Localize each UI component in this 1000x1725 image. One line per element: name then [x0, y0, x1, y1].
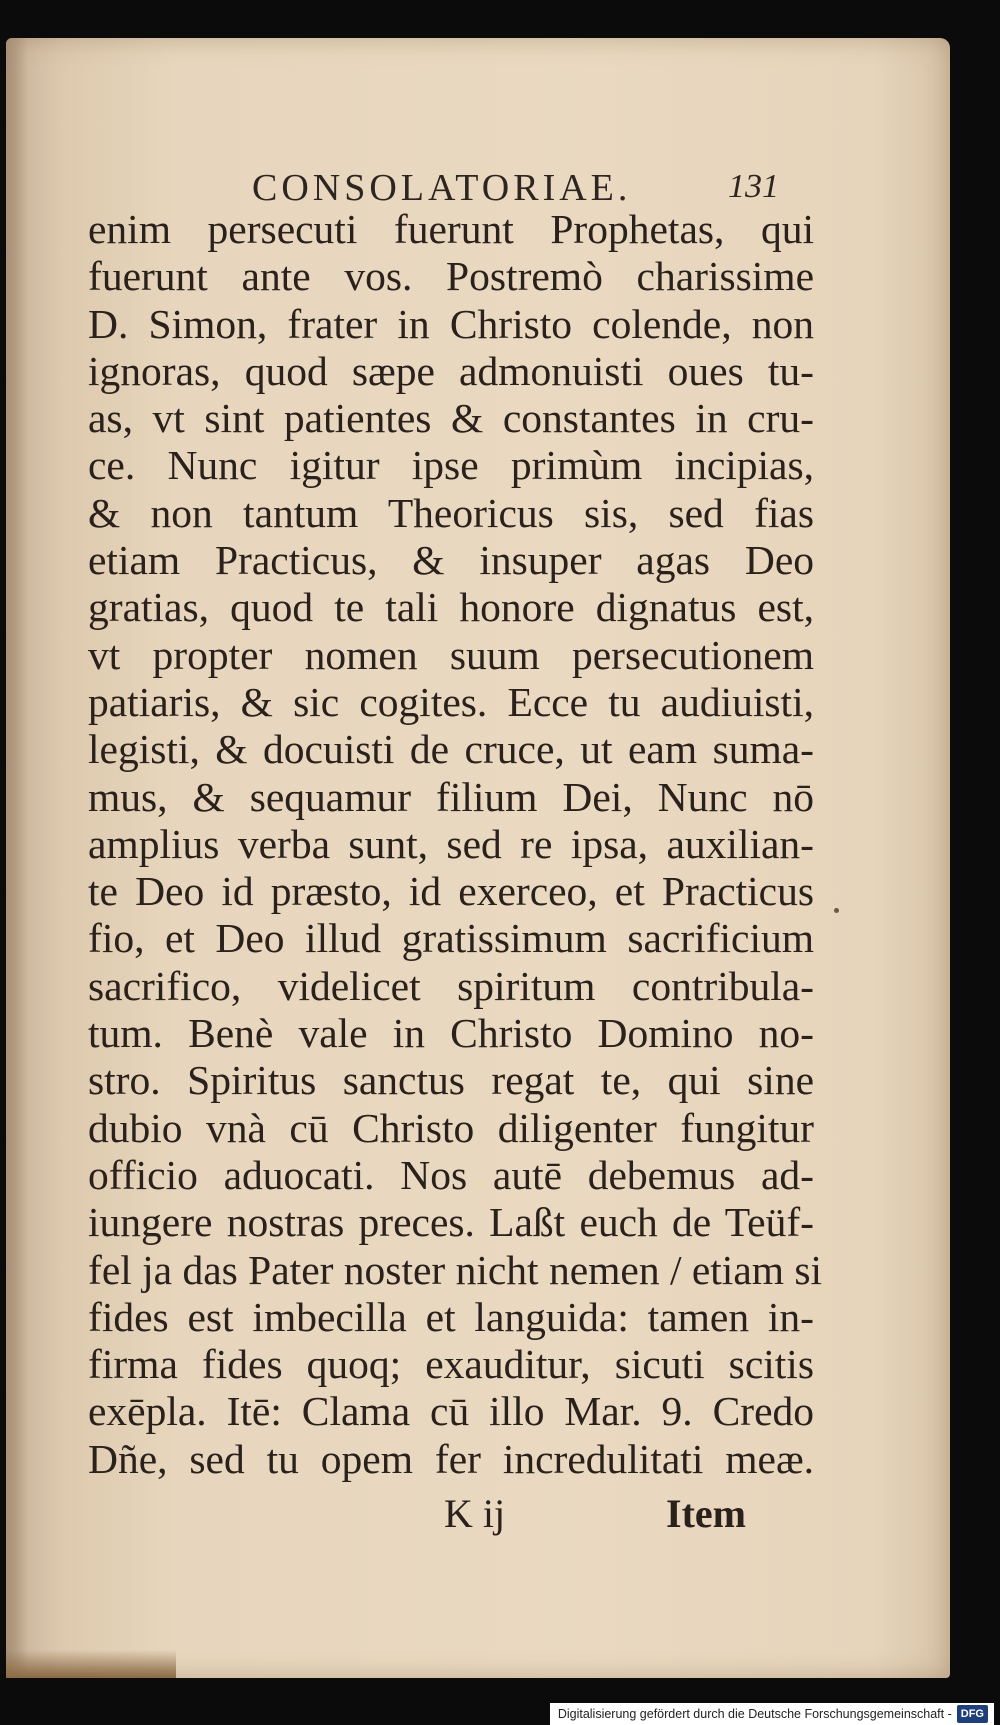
text-line: fio, et Deo illud gratissimum sacrificium — [88, 915, 814, 962]
text-line: fides est imbecilla et languida: tamen in- — [88, 1293, 814, 1340]
text-line: ce. Nunc igitur ipse primùm incipias, — [88, 442, 814, 489]
text-line: & non tantum Theoricus sis, sed fias — [88, 489, 814, 536]
text-line: fuerunt ante vos. Postremò charissime — [88, 253, 814, 300]
text-line: amplius verba sunt, sed re ipsa, auxilian- — [88, 820, 814, 867]
running-title: CONSOLATORIAE. — [252, 167, 632, 209]
text-line: etiam Practicus, & insuper agas Deo — [88, 537, 814, 584]
text-line: enim persecuti fuerunt Prophetas, qui — [88, 206, 814, 252]
dfg-logo: DFG — [957, 1705, 988, 1723]
text-line: exēpla. Itē: Clama cū illo Mar. 9. Credo — [88, 1388, 814, 1435]
text-line: stro. Spiritus sanctus regat te, qui sine — [88, 1057, 814, 1104]
page-gutter-shadow — [6, 38, 28, 1678]
text-line: fel ja das Pater noster nicht nemen / etiam si — [88, 1246, 823, 1293]
text-line: dubio vnà cū Christo diligenter fungitur — [88, 1104, 814, 1151]
text-line: tum. Benè vale in Christo Domino no- — [88, 1010, 814, 1057]
folio-number: 131 — [728, 168, 779, 205]
ink-speck — [834, 908, 839, 913]
page-header — [6, 124, 950, 209]
text-line: legisti, & docuisti de cruce, ut eam suma- — [88, 726, 814, 773]
text-line: ignoras, quod sæpe admonuisti oues tu- — [88, 347, 814, 394]
text-line: te Deo id præsto, id exerceo, et Practicus — [88, 868, 814, 915]
text-line: Dñe, sed tu opem fer incredulitati meæ. — [88, 1435, 814, 1482]
catchword: Item — [666, 1491, 746, 1536]
text-line: as, vt sint patientes & constantes in cru- — [88, 395, 814, 442]
body-text — [88, 206, 823, 1483]
text-line: mus, & sequamur filium Dei, Nunc nō — [88, 773, 814, 820]
funding-credit — [550, 1703, 994, 1725]
text-line: firma fides quoq; exauditur, sicuti scitis — [88, 1341, 814, 1388]
text-line: D. Simon, frater in Christo colende, non — [88, 300, 814, 347]
book-page — [6, 38, 950, 1678]
catch-line — [6, 1490, 950, 1540]
text-line: patiaris, & sic cogites. Ecce tu audiuisti, — [88, 678, 814, 725]
text-line: vt propter nomen suum persecutionem — [88, 631, 814, 678]
text-line: officio aduocati. Nos autē debemus ad- — [88, 1151, 814, 1198]
funding-credit-text: Digitalisierung gefördert durch die Deutsche Forschungsgemeinschaft - — [557, 1707, 952, 1721]
page-stain — [6, 1650, 176, 1678]
signature-mark: K ij — [444, 1491, 506, 1536]
text-line: iungere nostras preces. Laßt euch de Teüf- — [88, 1199, 814, 1246]
text-line: sacrifico, videlicet spiritum contribula- — [88, 962, 814, 1009]
text-line: gratias, quod te tali honore dignatus est, — [88, 584, 814, 631]
